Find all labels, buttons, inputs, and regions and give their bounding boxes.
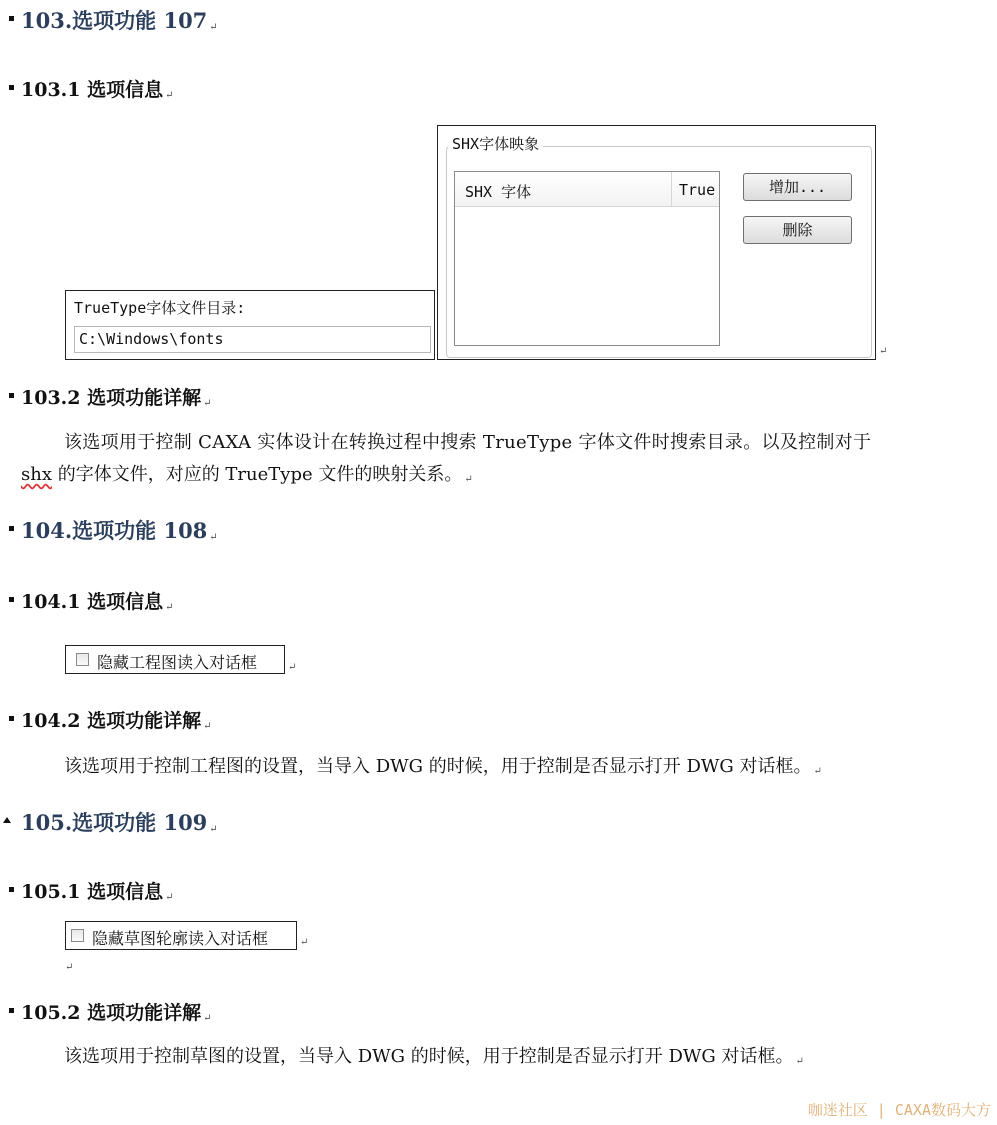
spellcheck-word: shx	[21, 464, 52, 485]
delete-button[interactable]: 删除	[743, 216, 852, 244]
checkbox-label: 隐藏工程图读入对话框	[97, 653, 258, 672]
column-header-shx-font[interactable]: SHX 字体	[465, 183, 532, 201]
hide-drawing-import-dialog-option[interactable]	[65, 645, 285, 674]
heading-bullet	[9, 393, 14, 398]
heading-bullet	[9, 1008, 14, 1013]
checkbox[interactable]	[76, 653, 89, 666]
section-103-paragraph-line-2: shx 的字体文件，对应的 TrueType 文件的映射关系。 ↵	[21, 464, 473, 485]
shx-font-mapping-title: SHX字体映象	[448, 133, 543, 154]
heading-bullet	[9, 526, 14, 531]
checkbox-label: 隐藏草图轮廓读入对话框	[92, 929, 269, 948]
add-button[interactable]: 增加...	[743, 173, 852, 201]
section-105-1-heading: 105.1 选项信息 ↵	[21, 881, 174, 903]
section-105-2-heading: 105.2 选项功能详解 ↵	[21, 1002, 212, 1024]
checkbox[interactable]	[71, 929, 84, 942]
section-104-paragraph: 该选项用于控制工程图的设置，当导入 DWG 的时候，用于控制是否显示打开 DWG 对话框。 ↵	[64, 756, 822, 777]
section-104-1-heading: 104.1 选项信息 ↵	[21, 591, 174, 613]
truetype-directory-label: TrueType字体文件目录:	[74, 299, 246, 317]
heading-bullet	[9, 887, 14, 892]
truetype-directory-input[interactable]: C:\Windows\fonts	[74, 326, 431, 353]
shx-font-list[interactable]	[454, 171, 720, 346]
watermark: 咖迷社区 | CAXA数码大方	[807, 1101, 991, 1119]
paragraph-mark: ↵	[879, 346, 888, 357]
collapse-triangle-icon[interactable]	[3, 817, 11, 823]
heading-bullet	[9, 85, 14, 90]
section-103-paragraph-line-1: 该选项用于控制 CAXA 实体设计在转换过程中搜索 TrueType 字体文件时搜索目录。以及控制对于	[64, 432, 872, 453]
section-103-1-heading: 103.1 选项信息 ↵	[21, 79, 174, 101]
column-separator	[671, 172, 672, 206]
section-104-heading: 104.选项功能 108 ↵	[21, 518, 218, 543]
truetype-directory-panel	[65, 290, 435, 360]
paragraph-mark: ↵	[300, 937, 309, 948]
hide-sketch-import-dialog-option[interactable]	[65, 921, 297, 950]
column-header-truetype[interactable]: True	[679, 181, 716, 199]
section-103-2-heading: 103.2 选项功能详解 ↵	[21, 387, 212, 409]
heading-bullet	[9, 597, 14, 602]
section-103-heading: 103.选项功能 107 ↵	[21, 8, 218, 33]
section-105-paragraph: 该选项用于控制草图的设置，当导入 DWG 的时候，用于控制是否显示打开 DWG 对话框。 ↵	[64, 1046, 804, 1067]
heading-bullet	[9, 16, 14, 21]
list-header	[455, 172, 719, 207]
paragraph-mark: ↵	[288, 662, 297, 673]
section-104-2-heading: 104.2 选项功能详解 ↵	[21, 710, 212, 732]
heading-bullet	[9, 716, 14, 721]
section-105-heading: 105.选项功能 109 ↵	[21, 810, 218, 835]
shx-font-mapping-panel	[437, 125, 876, 360]
paragraph-mark: ↵	[65, 962, 74, 973]
